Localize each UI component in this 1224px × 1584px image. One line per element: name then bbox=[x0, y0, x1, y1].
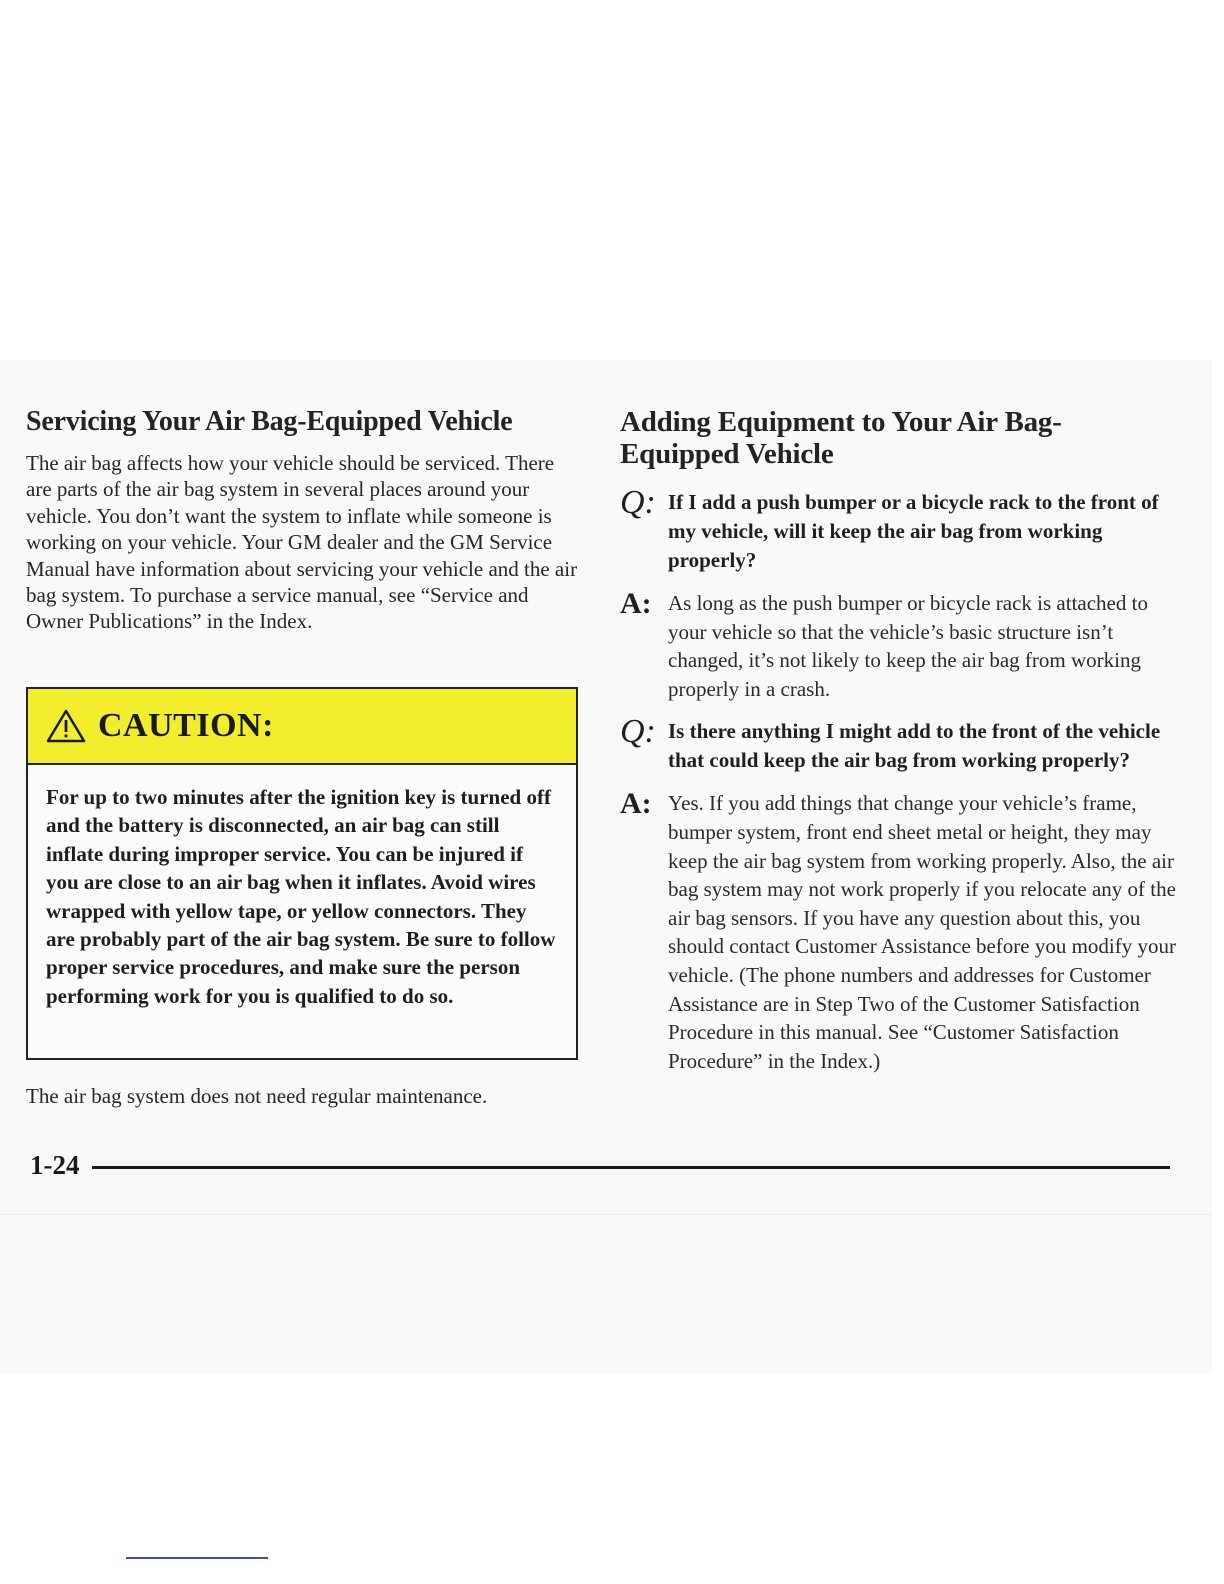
servicing-paragraph: The air bag affects how your vehicle should be serviced. There are parts of the air bag system in several places around your vehicle. You don’t want the system to inflate while someone is working on your vehicle. Your GM dealer and the GM Service Manual have information about servicing your vehicle and the air bag system. To purchase a service manual, see “Service and Owner Publications” in the Index. bbox=[26, 451, 578, 634]
question-text: Is there anything I might add to the front of the vehicle that could keep the air bag from working properly? bbox=[668, 719, 1161, 773]
answer-mark-label: A: bbox=[620, 787, 652, 821]
question-text: If I add a push bumper or a bicycle rack to the front of my vehicle, will it keep the air bag from working properly? bbox=[668, 490, 1159, 572]
page-number: 1-24 bbox=[30, 1150, 80, 1180]
qa-item bbox=[620, 789, 1180, 1075]
right-column bbox=[620, 406, 1180, 1075]
answer-text: As long as the push bumper or bicycle rack is attached to your vehicle so that the vehicle’s basic structure isn’t changed, it’s not likely to keep the air bag from working properly in a crash. bbox=[668, 591, 1148, 701]
maintenance-note: The air bag system does not need regular maintenance. bbox=[26, 1084, 488, 1108]
answer-text: Yes. If you add things that change your vehicle’s frame, bumper system, front end sheet metal or height, they may keep the air bag system from working properly. Also, the air bag system may not work properly if you relocate any of the air bag sensors. If you have any question about this, you should contact Customer Assistance before you modify your vehicle. (The phone numbers and addresses for Customer Assistance are in Step Two of the Customer Satisfaction Procedure in this manual. See “Customer Satisfaction Procedure” in the Index.) bbox=[668, 791, 1176, 1073]
question-mark-label: Q: bbox=[620, 713, 656, 751]
caution-box bbox=[26, 687, 578, 1060]
qa-item bbox=[620, 713, 1180, 775]
bottom-link-mark bbox=[126, 1557, 268, 1559]
warning-triangle-icon bbox=[46, 709, 86, 743]
caution-title: CAUTION: bbox=[98, 707, 274, 744]
answer-mark-label: A: bbox=[620, 587, 652, 620]
caution-text: For up to two minutes after the ignition key is turned off and the battery is disconnected, an air bag can still inflate during improper service. You can be injured if you are close to an air bag when it inflates. Avoid wires wrapped with yellow tape, or yellow connectors. They are probably part of the air bag system. Be sure to follow proper service procedures, and make sure the person performing work for you is qualified to do so. bbox=[46, 785, 556, 1008]
scan-artifact-line bbox=[0, 1214, 1212, 1215]
servicing-heading: Servicing Your Air Bag-Equipped Vehicle bbox=[26, 406, 513, 437]
caution-header bbox=[28, 689, 576, 765]
left-column bbox=[26, 406, 582, 1108]
page-footer bbox=[30, 1150, 1170, 1190]
adding-equipment-heading: Adding Equipment to Your Air Bag-Equipped Vehicle bbox=[620, 406, 1062, 470]
question-mark-label: Q: bbox=[620, 484, 656, 521]
footer-rule bbox=[92, 1166, 1170, 1169]
qa-item bbox=[620, 484, 1180, 575]
qa-item bbox=[620, 589, 1180, 703]
